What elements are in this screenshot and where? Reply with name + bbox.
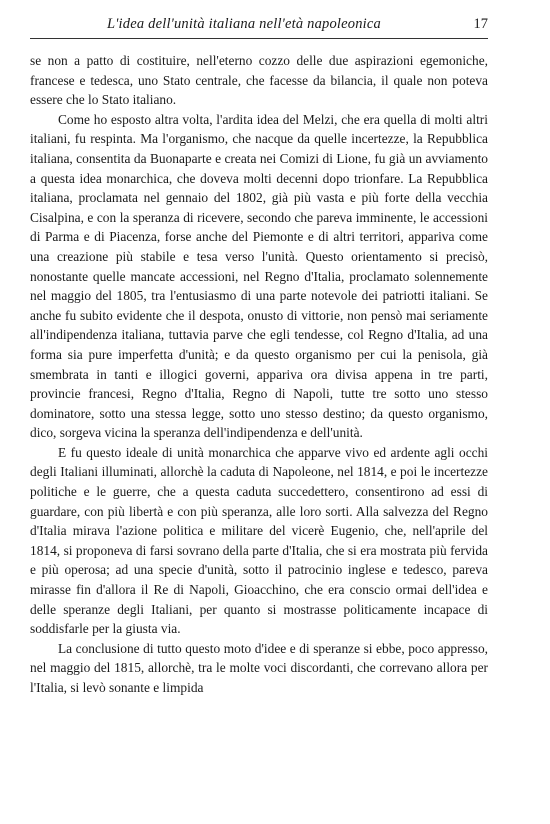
page-header: [30, 14, 488, 39]
page-number: 17: [473, 16, 488, 32]
paragraph-melzi: Come ho esposto altra volta, l'ardita idea del Melzi, che era quella di molti altri italiani, fu respinta. Ma l'organismo, che nacque da quelle incertezze, la Repubblica italiana, consentita da Buonaparte e creata nei Comizi di Lione, fu già un avviamento a questa idea monarchica, che doveva molti decenni dopo trionfare. La Repubblica italiana, proclamata nel gennaio del 1802, già più vasta e più forte della vecchia Cisalpina, e con la speranza di ricevere, secondo che pareva imminente, le accessioni di Parma e di Piacenza, forse anche del Piemonte e di altri territori, appariva come una creazione più stabile e tesa verso l'unità. Questo orientamento si precisò, nonostante quelle mancate accessioni, nel Regno d'Italia, proclamato solennemente nel maggio del 1805, tra l'entusiasmo di una parte notevole dei patriotti italiani. Se anche fu subito evidente che il despota, onusto di vittorie, non pensò mai seriamente all'indipendenza italiana, tuttavia parve che egli tendesse, col Regno d'Italia, ad una forma sia pure imperfetta d'unità; e da questo organismo per cui la penisola, già smembrata in tanti e illogici governi, appariva ora divisa appena in tre parti, provincie francesi, Regno d'Italia, Regno di Napoli, tutte tre sotto uno stesso dominatore, sotto una stessa legge, sotto uno stesso destino; da questo organismo, dico, sorgeva vicina la speranza dell'indipendenza e dell'unità.: [30, 111, 488, 441]
paragraph-continuation: se non a patto di costituire, nell'eterno cozzo delle due aspirazioni egemoniche, francese e tedesca, uno Stato centrale, che facesse da bilancia, il quale non poteva essere che lo Stato italiano.: [30, 53, 488, 108]
paragraph-conclusion: La conclusione di tutto questo moto d'idee e di speranze si ebbe, poco appresso, nel maggio del 1815, allorchè, tra le molte voci discordanti, che correvano allora per l'Italia, si levò sonante e limpida: [30, 640, 488, 695]
running-title: L'idea dell'unità italiana nell'età napoleonica: [106, 16, 382, 32]
body-text: [30, 51, 488, 698]
book-page: [30, 14, 488, 698]
paragraph-monarchic-ideal: E fu questo ideale di unità monarchica che apparve vivo ed ardente agli occhi degli Italiani illuminati, allorchè la caduta di Napoleone, nel 1814, e poi le incertezze politiche e le guerre, che a questa caduta succedettero, consentirono ad essi di guardare, con più libertà e con più speranza, alle loro sorti. Alla salvezza del Regno d'Italia mirava l'azione politica e militare del vicerè Eugenio, che, nell'aprile del 1814, si proponeva di farsi sovrano della parte d'Italia, che si era mostrata più fervida e più operosa; ad una specie d'unità, sotto il patrocinio inglese e tedesco, pareva mirasse fin d'allora il Re di Napoli, Gioacchino, che era conscio ormai dell'idea e delle speranze degli Italiani, per quanto si mostrasse politicamente incapace di soddisfarle per la giusta via.: [30, 444, 488, 637]
